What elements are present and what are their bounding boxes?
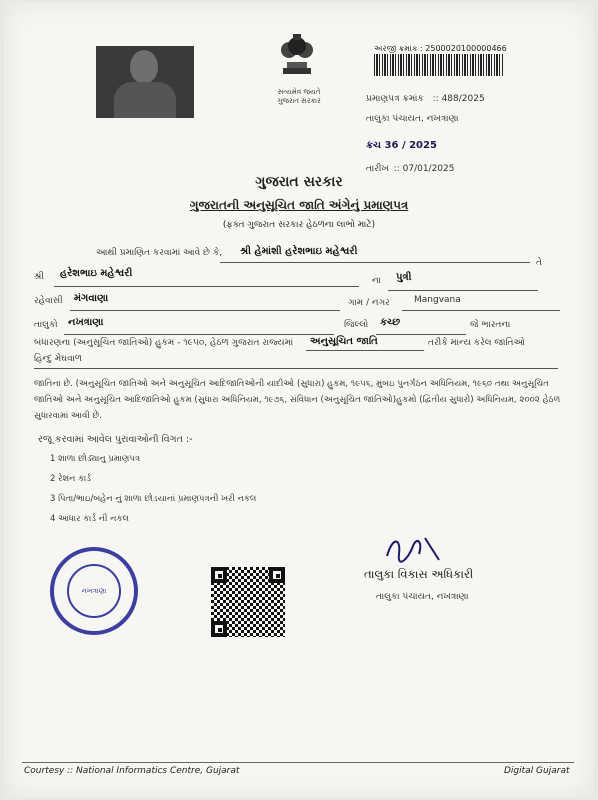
signature-icon [379,532,449,564]
relation: પુત્રી [396,272,412,283]
state-emblem-icon [269,32,325,80]
certificate-title: ગુજરાતની અનુસૂચિત જાતિ અંગેનું પ્રમાણપત્ર [189,198,409,212]
government-title: ગુજરાત સરકાર [255,174,343,190]
certificate-subtitle: (ફક્ત ગુજરાત સરકાર હેઠળના લાભો માટે) [222,220,376,230]
signatory-title: તાલુકા વિકાસ અધિકારી [364,567,474,581]
list-item: 1 શાળા છોડ્યાનુ પ્રમાણપત્ર [50,454,141,464]
holder-name: શ્રી હેમાંશી હરેશભાઇ મહેશ્વરી [240,246,358,257]
na-label: ના [372,276,381,286]
barcode [374,54,504,76]
parent-name: હરેશભાઇ મહેશ્વરી [60,268,133,279]
suffix-te: તે [536,258,542,268]
seal-text: નખત્રાણા [67,564,121,618]
caste-name: હિન્દુ મેઘવાળ [34,354,82,364]
signatory-office: તાલુકા પંચાયત, નખત્રાણા [376,592,469,602]
country-text: જે ભારતના [470,320,511,330]
emblem-caption: સત્યમેવ જયતે ગુજરાત સરકાર [277,88,321,105]
evidence-list [50,454,256,534]
footer-brand: Digital Gujarat [504,766,570,776]
qr-code [211,567,285,637]
applicant-photo [96,46,194,118]
list-item: 3 પિતા/ભાઇ/બહેન નું શાળા છોડયાનાં પ્રમાણપત્રની ખરી નકલ [50,494,257,504]
application-number: અરજી ક્રમાંક : 2500020100000466 [374,44,507,53]
taluka-value: નખત્રાણા [68,317,104,328]
list-item: 2 રેશન કાર્ડ [50,474,91,484]
issue-date: તારીખ :: 07/01/2025 [366,164,455,174]
evidence-heading: રજૂ કરવામાં આવેલ પુરાવાઓની વિગત :- [38,434,193,445]
certificate-page [4,2,594,798]
order-text: બંધારણના (અનુસૂચિત જાતિઓ) હુકમ - ૧૯૫૦, હેઠળ ગુજરાત રાજ્યમાં [34,338,294,348]
certify-text: આથી પ્રમાણિત કરવામાં આવે છે કે, [96,248,223,258]
caste-category: અનુસૂચિત જાતિ [310,336,378,347]
village-value: Mangvana [414,295,461,305]
list-item: 4 આધાર કાર્ડ ની નકલ [50,514,129,524]
taluka-label: તાલુકો [34,320,58,330]
footer-courtesy: Courtesy :: National Informatics Centre, Gujarat [24,766,240,776]
certificate-number: પ્રમાણપત્ર ક્રમાંક :: 488/2025 [366,94,485,104]
issuing-office: તાલુકા પંચાયત, નખત્રાણા [366,114,459,124]
district-value: કચ્છ [380,317,401,328]
footer-divider [22,762,574,763]
legal-paragraph: જાતિના છે. (અનુસૂચિત જાતિઓ અને અનુસૂચિત આદિજાતિઓની યાદીઓ (સુધારા) હુકમ, ૧૯૫૬, મુંબઇ પુનર્ગઠન અધિનિયમ, ૧૯૬૦ તથા અનુસૂચિત જાતિઓ અને અનુસૂચિત આદિજાતિઓ હુકમ (સુધારા અધિનિયમ, ૧૯૭૬, સંવિધાન (અનુસૂચિત જાતિઓ)હુકમો (દ્વિતીય સુધારો) અધિનિયમ, ૨૦૦૨ હેઠળ સુધારવામાં આવી છે. [34,379,561,421]
district-label: જિલ્લો [344,320,369,330]
shri-label: શ્રી [34,272,44,282]
official-seal [50,547,138,635]
village-label: ગામ / નગર [348,298,390,308]
handwritten-number: ક્રચ 36 / 2025 [366,140,437,151]
recognized-text: તરીકે માન્ય કરેલ જાતિઓ [428,338,525,348]
resident-label: રહેવાસી [34,296,63,306]
resident-value: મંગવાણા [74,293,109,304]
